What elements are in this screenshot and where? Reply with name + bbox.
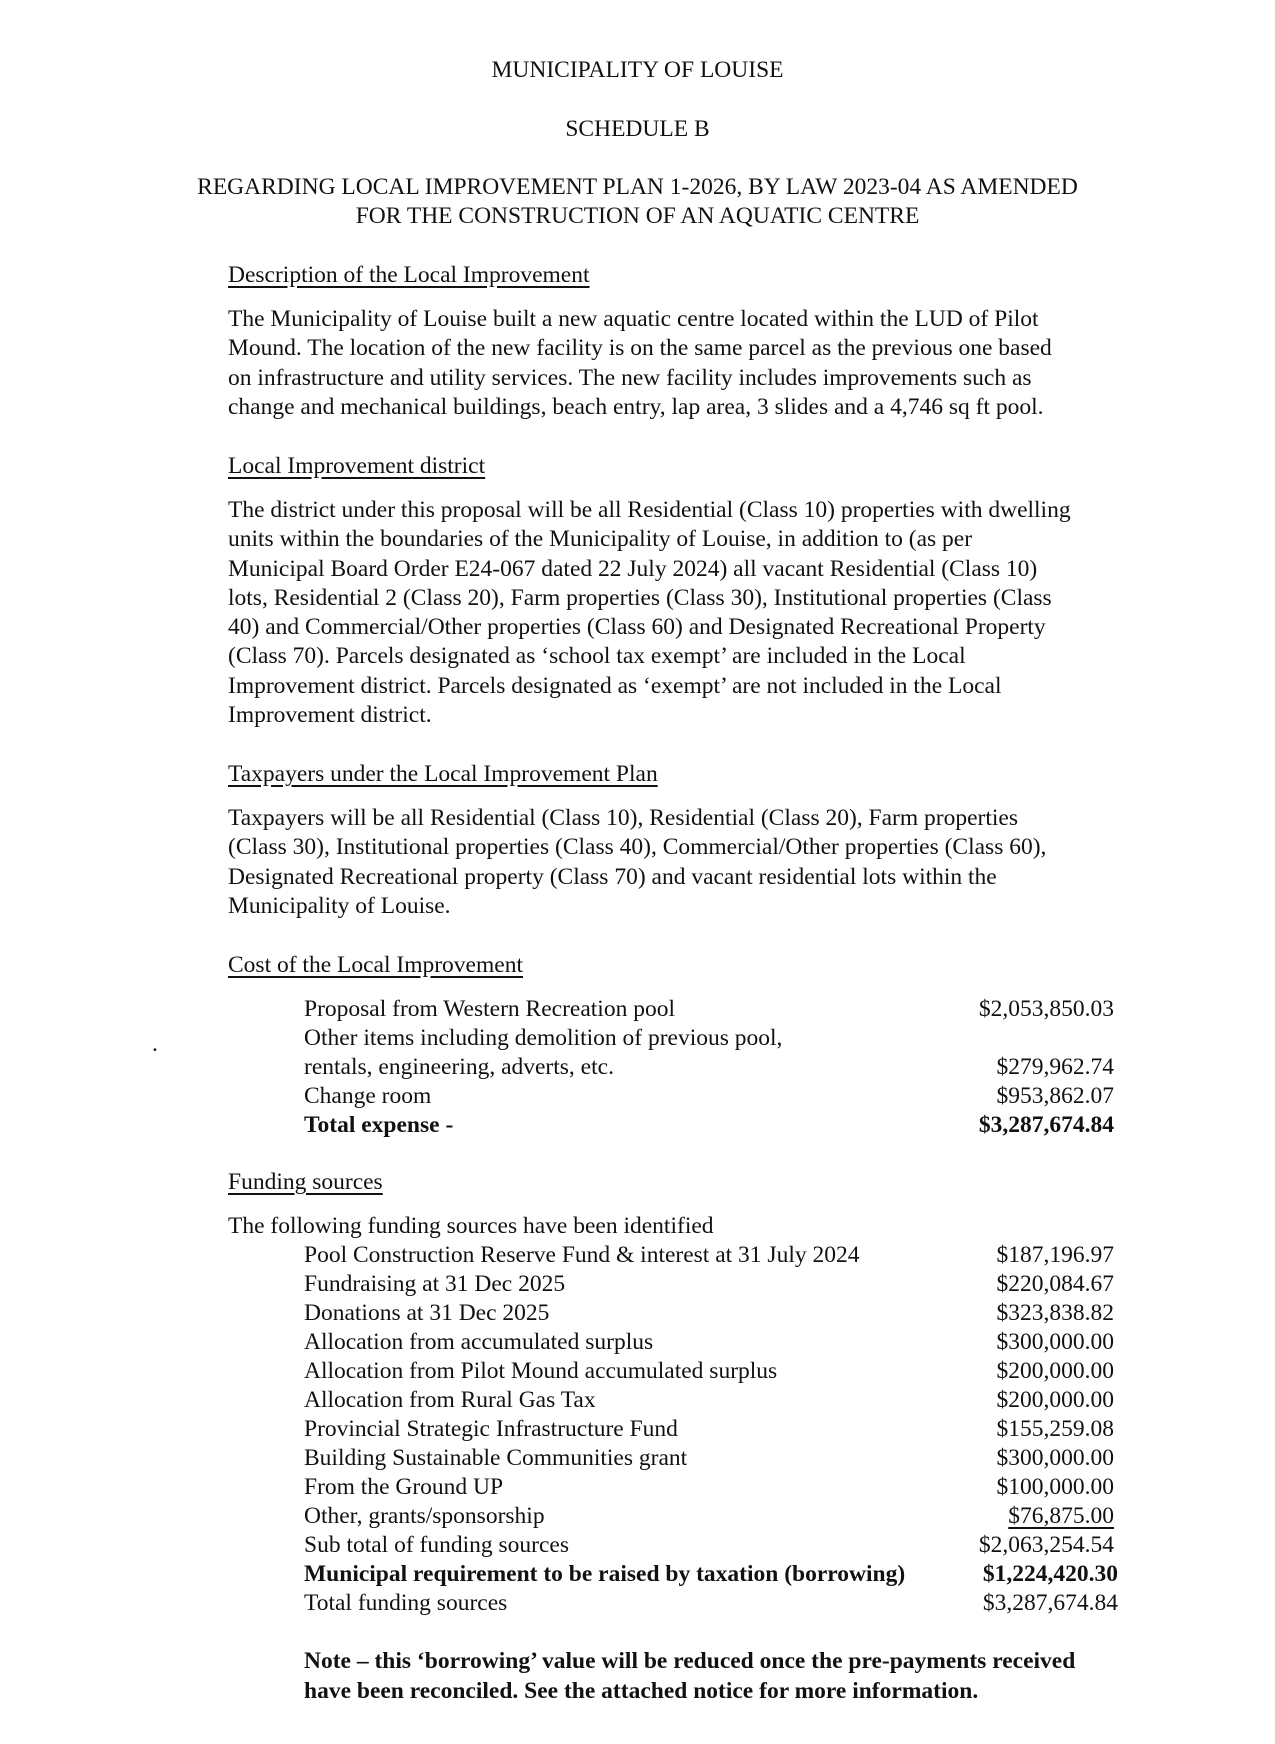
schedule-title: SCHEDULE B: [565, 116, 710, 142]
cost-label: Other items including demolition of previous pool,: [304, 1025, 783, 1051]
funding-amount: $200,000.00: [996, 1387, 1114, 1413]
funding-amount: $300,000.00: [996, 1329, 1114, 1355]
funding-row: [304, 1444, 1114, 1473]
municipal-requirement-label: Municipal requirement to be raised by taxation (borrowing): [304, 1561, 906, 1587]
cost-row: [304, 1082, 1114, 1111]
funding-amount: $100,000.00: [996, 1474, 1114, 1500]
funding-row: [304, 1473, 1114, 1502]
funding-label: From the Ground UP: [304, 1474, 504, 1500]
district-line: Improvement district. Parcels designated as ‘exempt’ are not included in the Local: [228, 672, 1002, 699]
funding-row: [304, 1328, 1114, 1357]
district-paragraph: [228, 496, 1148, 730]
funding-amount: $200,000.00: [996, 1358, 1114, 1384]
description-line: Mound. The location of the new facility is on the same parcel as the previous one based: [228, 335, 1052, 362]
district-heading: Local Improvement district: [228, 453, 486, 479]
funding-amount: $155,259.08: [996, 1416, 1114, 1442]
municipal-requirement-amount: $1,224,420.30: [982, 1561, 1118, 1587]
note-line: Note – this ‘borrowing’ value will be reduced once the pre-payments received: [304, 1648, 1076, 1674]
taxpayers-paragraph: [228, 804, 1148, 921]
cost-amount: $953,862.07: [996, 1083, 1114, 1109]
cost-row: [304, 995, 1114, 1024]
borrowing-note: [304, 1646, 1164, 1706]
municipality-title: MUNICIPALITY OF LOUISE: [491, 57, 784, 83]
funding-amount: $187,196.97: [996, 1242, 1114, 1268]
funding-amount: $76,875.00: [1008, 1503, 1114, 1529]
funding-row: [304, 1241, 1114, 1270]
description-line: The Municipality of Louise built a new aquatic centre located within the LUD of Pilot: [228, 306, 1039, 332]
district-line: Improvement district.: [228, 702, 432, 729]
funding-total-label: Total funding sources: [304, 1590, 508, 1616]
funding-row: [304, 1415, 1114, 1444]
district-line: The district under this proposal will be all Residential (Class 10) properties with dwelling: [228, 497, 1071, 523]
district-line: Municipal Board Order E24-067 dated 22 July 2024) all vacant Residential (Class 10): [228, 555, 1038, 582]
cost-total-row: [304, 1111, 1114, 1140]
cost-heading: Cost of the Local Improvement: [228, 952, 523, 978]
funding-label: Building Sustainable Communities grant: [304, 1445, 688, 1471]
funding-label: Other, grants/sponsorship: [304, 1503, 545, 1529]
funding-label: Provincial Strategic Infrastructure Fund: [304, 1416, 678, 1442]
cost-total-amount: $3,287,674.84: [978, 1112, 1114, 1138]
funding-amount: $300,000.00: [996, 1445, 1114, 1471]
taxpayers-line: Municipality of Louise.: [228, 892, 451, 919]
description-paragraph: [228, 305, 1148, 422]
funding-label: Fundraising at 31 Dec 2025: [304, 1271, 566, 1297]
funding-amount: $323,838.82: [996, 1300, 1114, 1326]
funding-subtotal-row: [304, 1531, 1114, 1560]
funding-total-amount: $3,287,674.84: [982, 1590, 1118, 1616]
stray-mark: .: [152, 1031, 158, 1057]
funding-label: Pool Construction Reserve Fund & interest at 31 July 2024: [304, 1242, 860, 1268]
funding-row: [304, 1502, 1114, 1531]
funding-label: Allocation from accumulated surplus: [304, 1329, 654, 1355]
funding-subtotal-label: Sub total of funding sources: [304, 1532, 569, 1558]
cost-row: [304, 1053, 1114, 1082]
description-line: on infrastructure and utility services. The new facility includes improvements such as: [228, 364, 1032, 391]
funding-row: [304, 1357, 1114, 1386]
district-line: units within the boundaries of the Municipality of Louise, in addition to (as per: [228, 526, 973, 553]
cost-label: rentals, engineering, adverts, etc.: [304, 1054, 614, 1080]
plan-title-line2: FOR THE CONSTRUCTION OF AN AQUATIC CENTRE: [355, 203, 920, 229]
municipal-requirement-row: [304, 1560, 1118, 1589]
description-line: change and mechanical buildings, beach entry, lap area, 3 slides and a 4,746 sq ft pool.: [228, 393, 1044, 420]
funding-row: [304, 1299, 1114, 1328]
cost-amount: $279,962.74: [996, 1054, 1114, 1080]
funding-subtotal-amount: $2,063,254.54: [978, 1532, 1114, 1558]
district-line: lots, Residential 2 (Class 20), Farm properties (Class 30), Institutional properties (Class: [228, 584, 1052, 611]
taxpayers-line: Taxpayers will be all Residential (Class 10), Residential (Class 20), Farm properties: [228, 805, 1019, 831]
funding-intro: The following funding sources have been identified: [228, 1213, 714, 1239]
district-line: (Class 70). Parcels designated as ‘school tax exempt’ are included in the Local: [228, 643, 966, 670]
funding-heading: Funding sources: [228, 1169, 383, 1195]
plan-title-line1: REGARDING LOCAL IMPROVEMENT PLAN 1-2026, BY LAW 2023-04 AS AMENDED: [197, 174, 1078, 200]
note-line: have been reconciled. See the attached notice for more information.: [304, 1678, 979, 1704]
district-line: 40) and Commercial/Other properties (Class 60) and Designated Recreational Property: [228, 614, 1046, 641]
funding-row: [304, 1270, 1114, 1299]
funding-total-row: [304, 1589, 1118, 1618]
description-heading: Description of the Local Improvement: [228, 262, 590, 288]
funding-label: Donations at 31 Dec 2025: [304, 1300, 550, 1326]
funding-amount: $220,084.67: [996, 1271, 1114, 1297]
funding-label: Allocation from Pilot Mound accumulated surplus: [304, 1358, 778, 1384]
cost-label: Proposal from Western Recreation pool: [304, 996, 675, 1022]
funding-row: [304, 1386, 1114, 1415]
cost-total-label: Total expense -: [304, 1112, 454, 1138]
cost-row: [304, 1024, 1114, 1053]
cost-label: Change room: [304, 1083, 432, 1109]
funding-label: Allocation from Rural Gas Tax: [304, 1387, 596, 1413]
taxpayers-line: Designated Recreational property (Class 70) and vacant residential lots within the: [228, 863, 997, 890]
taxpayers-heading: Taxpayers under the Local Improvement Plan: [228, 761, 658, 787]
taxpayers-line: (Class 30), Institutional properties (Class 40), Commercial/Other properties (Class 60),: [228, 834, 1047, 861]
cost-amount: $2,053,850.03: [978, 996, 1114, 1022]
